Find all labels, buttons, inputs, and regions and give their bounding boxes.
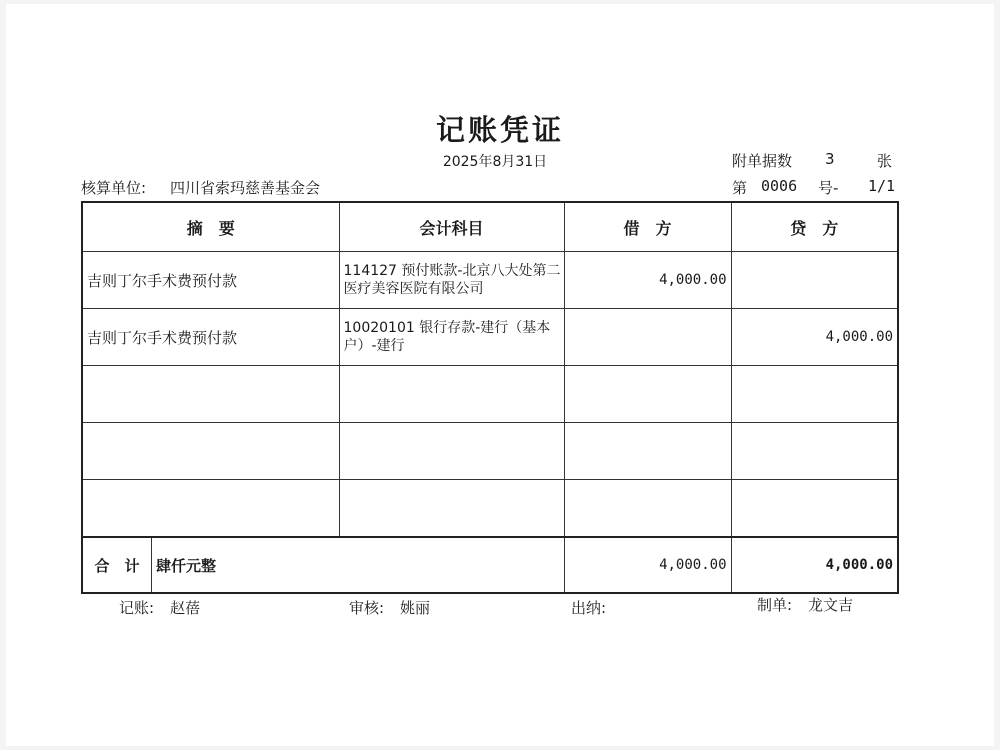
row-account: 10020101 银行存款-建行（基本户）-建行	[339, 309, 564, 366]
reviewer-label: 审核:	[349, 599, 385, 617]
row-summary: 吉则丁尔手术费预付款	[82, 252, 339, 309]
row-credit	[731, 366, 898, 423]
total-amount-words: 肆仟元整	[156, 556, 217, 575]
preparer-name: 龙文吉	[808, 596, 854, 614]
table-row	[82, 309, 898, 366]
row-summary	[82, 423, 339, 480]
attachment-unit: 张	[877, 152, 893, 170]
row-account	[339, 366, 564, 423]
row-debit: 4,000.00	[564, 252, 731, 309]
bookkeeper-label: 记账:	[119, 599, 155, 617]
header-account: 会计科目	[339, 202, 564, 252]
row-credit: 4,000.00	[731, 309, 898, 366]
row-debit	[564, 480, 731, 538]
table-row	[82, 366, 898, 423]
cashier-label: 出纳:	[571, 599, 607, 617]
header-summary: 摘 要	[82, 202, 339, 252]
voucher-title: 记账凭证	[435, 113, 564, 147]
bookkeeper-name: 赵蓓	[170, 599, 201, 617]
voucher-table	[81, 201, 899, 594]
total-credit: 4,000.00	[731, 537, 898, 593]
row-debit	[564, 309, 731, 366]
total-debit: 4,000.00	[564, 537, 731, 593]
row-debit	[564, 366, 731, 423]
table-row	[82, 423, 898, 480]
attachment-count: 3	[825, 150, 835, 168]
row-account: 114127 预付账款-北京八大处第二医疗美容医院有限公司	[339, 252, 564, 309]
row-summary	[82, 366, 339, 423]
voucher-number: 0006	[761, 177, 798, 195]
attachment-label: 附单据数	[732, 152, 793, 170]
row-credit	[731, 423, 898, 480]
accounting-unit-name: 四川省索玛慈善基金会	[170, 179, 321, 197]
preparer-label: 制单:	[757, 596, 793, 614]
accounting-unit-label: 核算单位:	[81, 179, 147, 197]
total-row	[82, 537, 898, 593]
voucher-date: 2025年8月31日	[442, 154, 548, 170]
row-summary: 吉则丁尔手术费预付款	[82, 309, 339, 366]
table-row	[82, 480, 898, 538]
header-debit: 借 方	[564, 202, 731, 252]
table-row	[82, 252, 898, 309]
row-credit	[731, 480, 898, 538]
total-label: 合 计	[83, 538, 152, 592]
table-header-row	[82, 202, 898, 252]
row-credit	[731, 252, 898, 309]
header-credit: 贷 方	[731, 202, 898, 252]
voucher-no-prefix: 第	[732, 179, 748, 197]
row-account	[339, 480, 564, 538]
row-account	[339, 423, 564, 480]
voucher-no-suffix: 号-	[818, 179, 839, 197]
row-debit	[564, 423, 731, 480]
total-cell	[82, 537, 564, 593]
voucher-page: 1/1	[868, 177, 896, 195]
row-summary	[82, 480, 339, 538]
reviewer-name: 姚丽	[400, 599, 431, 617]
